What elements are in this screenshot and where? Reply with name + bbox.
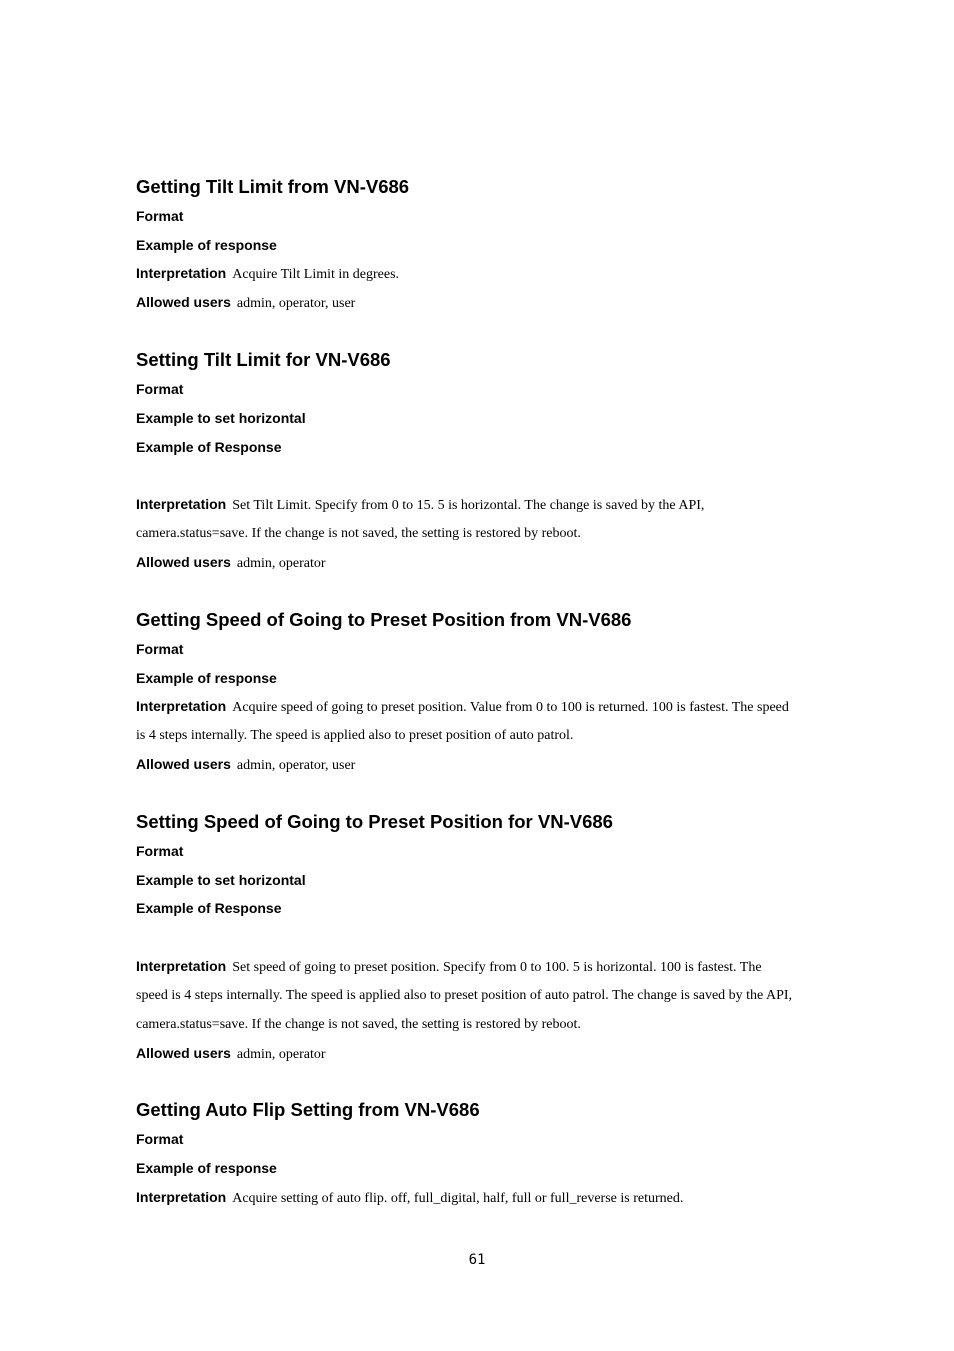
format-label: Format xyxy=(136,641,184,657)
section-heading: Setting Speed of Going to Preset Position for VN-V686 xyxy=(136,811,613,832)
interpretation-continued: is 4 steps internally. The speed is applied also to preset position of auto patrol. xyxy=(136,728,574,743)
interpretation-line: Interpretation Acquire Tilt Limit in degrees. xyxy=(136,265,400,282)
example-label: Example of response xyxy=(136,237,277,253)
allowed-users-line: Allowed users admin, operator, user xyxy=(136,756,356,773)
example-label: Example of response xyxy=(136,1160,277,1176)
example-set-label: Example to set horizontal xyxy=(136,410,306,426)
allowed-users-line: Allowed users admin, operator, user xyxy=(136,294,356,311)
interpretation-continued: camera.status=save. If the change is not saved, the setting is restored by reboot. xyxy=(136,1017,581,1032)
interpretation-continued: camera.status=save. If the change is not saved, the setting is restored by reboot. xyxy=(136,526,581,541)
format-label: Format xyxy=(136,208,184,224)
format-label: Format xyxy=(136,381,184,397)
interpretation-line: Interpretation Set Tilt Limit. Specify from 0 to 15. 5 is horizontal. The change is saved by the API, xyxy=(136,496,705,513)
example-label: Example of Response xyxy=(136,439,282,455)
allowed-users-line: Allowed users admin, operator xyxy=(136,1045,326,1062)
format-label: Format xyxy=(136,1131,184,1147)
section-heading: Getting Auto Flip Setting from VN-V686 xyxy=(136,1099,480,1120)
interpretation-line: Interpretation Acquire setting of auto flip. off, full_digital, half, full or full_reverse is returned. xyxy=(136,1189,684,1206)
section-heading: Getting Speed of Going to Preset Position from VN-V686 xyxy=(136,609,632,630)
example-label: Example of Response xyxy=(136,900,282,916)
allowed-users-line: Allowed users admin, operator xyxy=(136,554,326,571)
section-heading: Setting Tilt Limit for VN-V686 xyxy=(136,349,391,370)
interpretation-line: Interpretation Acquire speed of going to preset position. Value from 0 to 100 is returned. 100 is fastest. The speed xyxy=(136,698,789,715)
page-number: 61 xyxy=(468,1252,486,1268)
format-label: Format xyxy=(136,843,184,859)
section-heading: Getting Tilt Limit from VN-V686 xyxy=(136,176,410,197)
interpretation-line: Interpretation Set speed of going to preset position. Specify from 0 to 100. 5 is horizontal. 100 is fastest. The xyxy=(136,958,762,975)
example-label: Example of response xyxy=(136,670,277,686)
interpretation-continued: speed is 4 steps internally. The speed is applied also to preset position of auto patrol. The change is saved by the API, xyxy=(136,988,793,1003)
example-set-label: Example to set horizontal xyxy=(136,872,306,888)
